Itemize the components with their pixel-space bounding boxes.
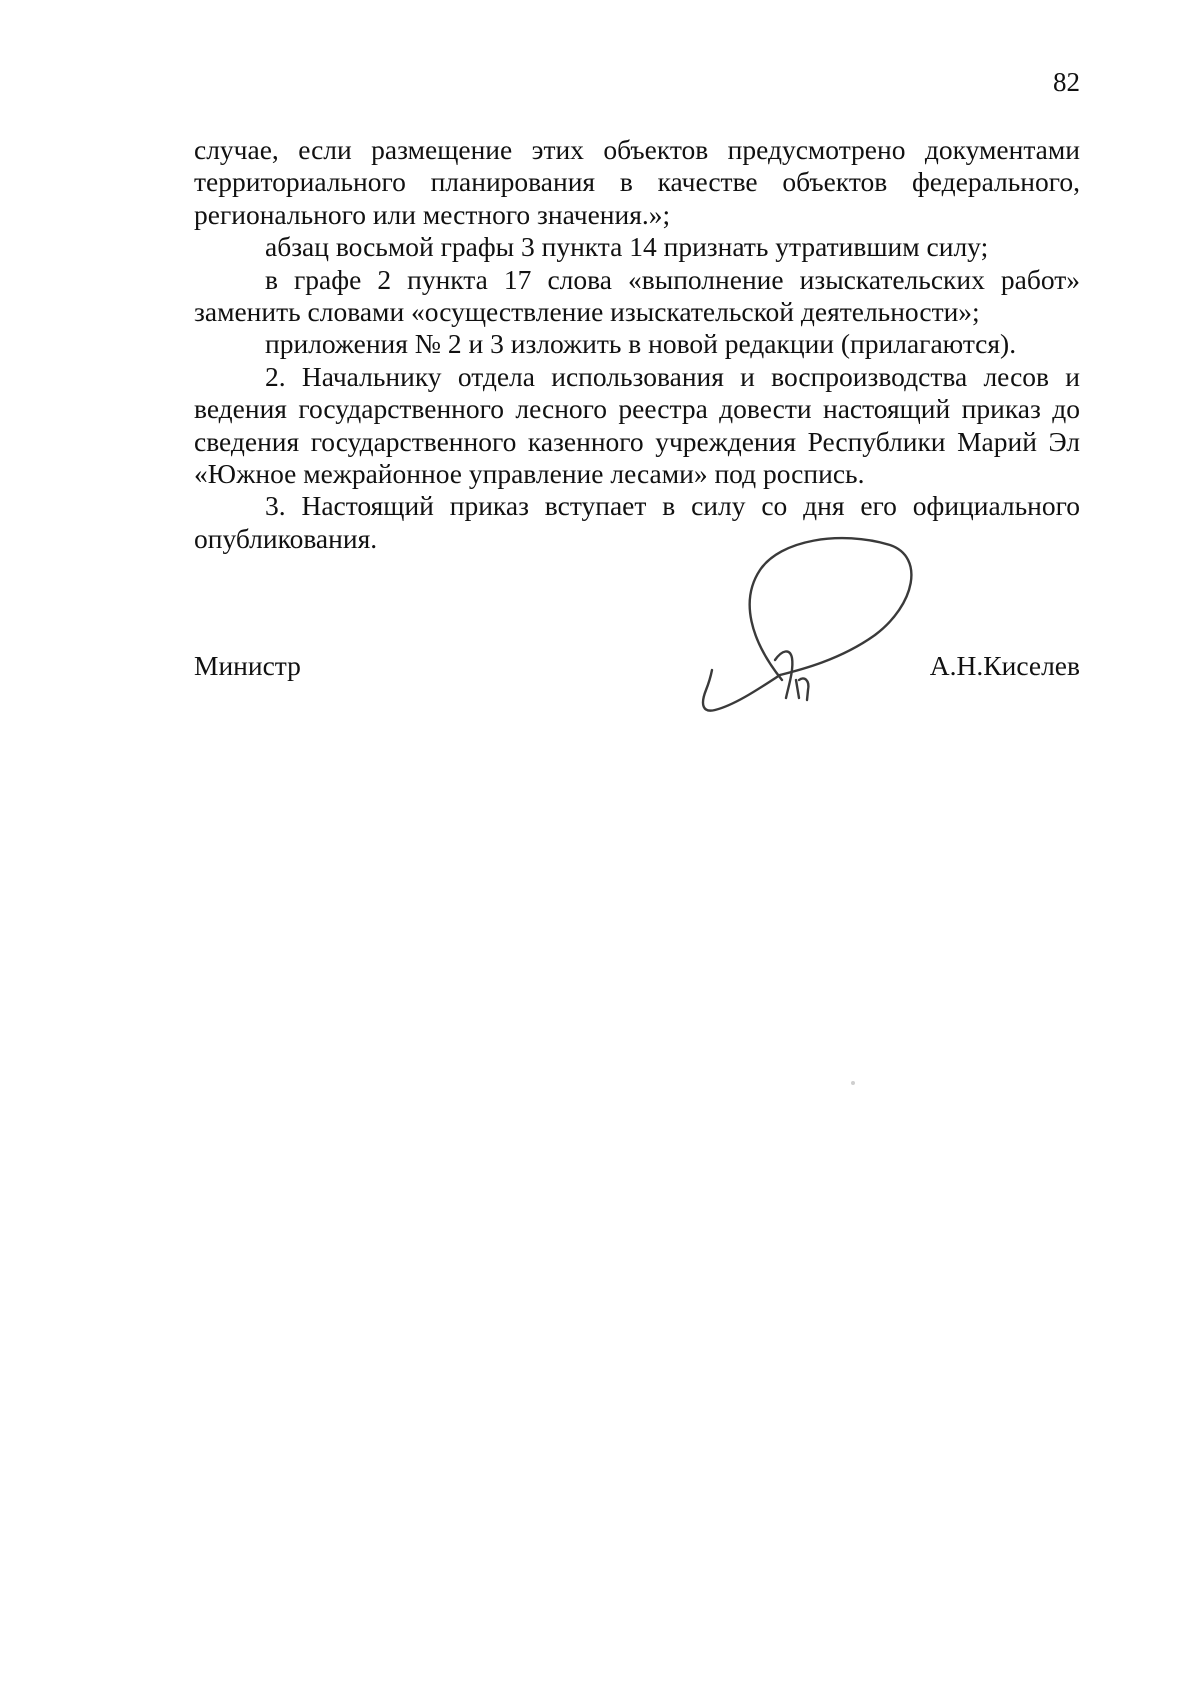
signer-title: Министр (194, 650, 301, 681)
paragraph-appendices: приложения № 2 и 3 изложить в новой редакции (прилагаются). (265, 328, 1017, 360)
scan-speck (851, 1081, 855, 1085)
paragraph-continuation: случае, если размещение этих объектов предусмотрено документами территориального планирования в качестве объектов федерального, регионального или местного значения.»; (194, 134, 1080, 230)
signer-name: А.Н.Киселев (929, 650, 1080, 681)
page-number: 82 (1053, 67, 1080, 97)
signature-block (194, 650, 1080, 690)
handwritten-signature (700, 530, 940, 730)
document-body (194, 134, 1080, 555)
paragraph-amendment-item-17: в графе 2 пункта 17 слова «выполнение изыскательских работ» заменить словами «осуществление изыскательской деятельности»; (194, 263, 1080, 328)
paragraph-clause-2: 2. Начальнику отдела использования и воспроизводства лесов и ведения государственного лесного реестра довести настоящий приказ до сведения государственного казенного учреждения Республики Марий Эл «Южное межрайонное управление лесами» под роспись. (194, 360, 1080, 490)
paragraph-clause-3: 3. Настоящий приказ вступает в силу со дня его официального опубликования. (194, 490, 1080, 554)
paragraph-amendment-item-14: абзац восьмой графы 3 пункта 14 признать утратившим силу; (265, 231, 989, 263)
